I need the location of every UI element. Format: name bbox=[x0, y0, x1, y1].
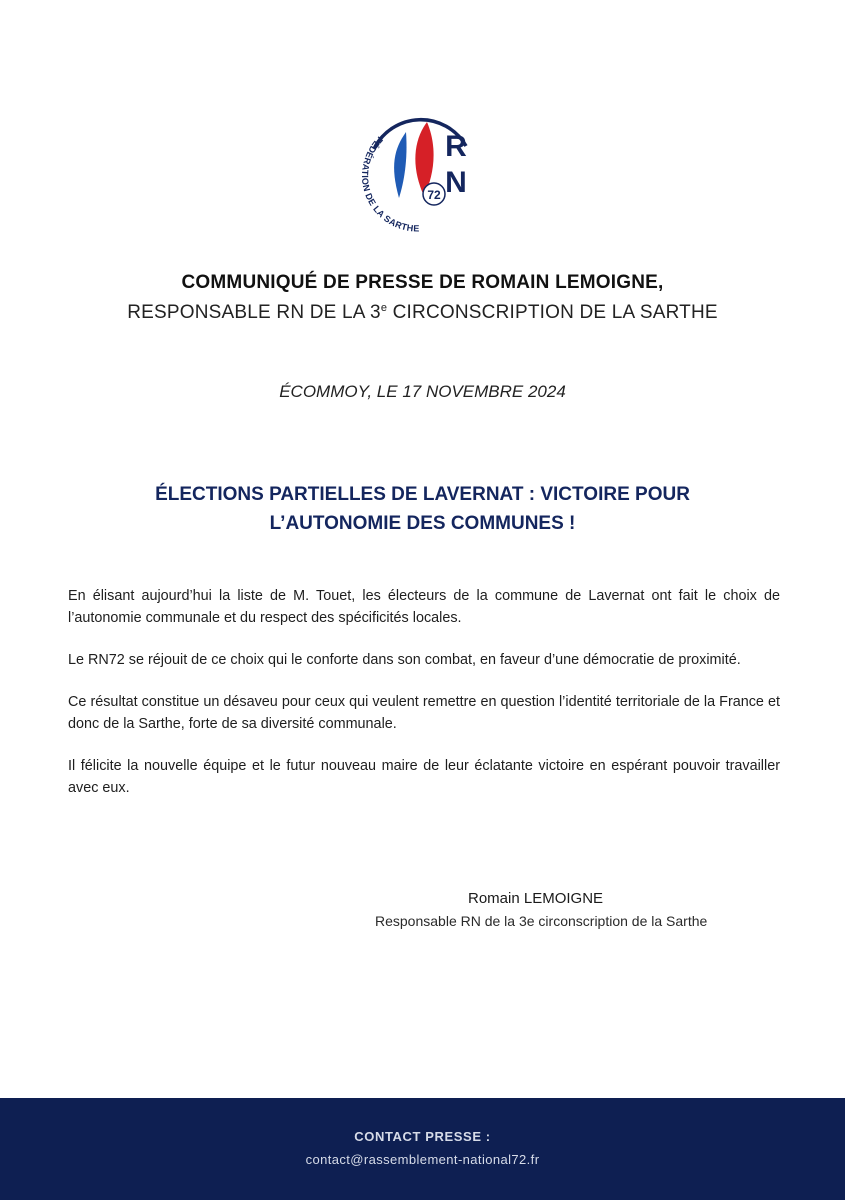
rn72-logo bbox=[352, 104, 480, 232]
body-paragraph-1: En élisant aujourd’hui la liste de M. Touet, les électeurs de la commune de Lavernat ont fait le choix de l’autonomie communale et du respect des spécificités locales. bbox=[68, 588, 780, 626]
signature-block bbox=[375, 890, 775, 929]
headline-line-1: ÉLECTIONS PARTIELLES DE LAVERNAT : VICTOIRE POUR bbox=[155, 484, 690, 505]
headline bbox=[0, 480, 845, 538]
body-paragraph-4: Il félicite la nouvelle équipe et le futur nouveau maire de leur éclatante victoire en espérant pouvoir travailler avec eux. bbox=[68, 758, 780, 796]
press-release-title bbox=[0, 272, 845, 324]
logo-letter-n: N bbox=[445, 166, 467, 199]
logo-arc-text bbox=[360, 135, 420, 232]
footer-contact-email[interactable]: contact@rassemblement-national72.fr bbox=[305, 1152, 540, 1167]
rn72-logo-svg bbox=[352, 104, 480, 232]
date-line: ÉCOMMOY, LE 17 NOVEMBRE 2024 bbox=[279, 382, 566, 401]
body-text bbox=[68, 585, 780, 819]
logo-letter-r: R bbox=[445, 130, 467, 163]
title-line-2-sup: e bbox=[380, 302, 388, 314]
body-paragraph-2: Le RN72 se réjouit de ce choix qui le conforte dans son combat, en faveur d’une démocratie de proximité. bbox=[68, 652, 741, 668]
title-line-2-end: CIRCONSCRIPTION DE LA SARTHE bbox=[387, 302, 718, 323]
signature-role: Responsable RN de la 3e circonscription de la Sarthe bbox=[375, 913, 708, 929]
logo-number: 72 bbox=[427, 188, 441, 202]
title-line-2 bbox=[0, 302, 845, 324]
body-paragraph-3: Ce résultat constitue un désaveu pour ceux qui veulent remettre en question l’identité territoriale de la France et donc de la Sarthe, forte de sa diversité communale. bbox=[68, 694, 780, 732]
footer-contact bbox=[0, 1098, 845, 1200]
title-line-2-start: RESPONSABLE RN DE LA 3 bbox=[127, 302, 381, 323]
headline-line-2: L’AUTONOMIE DES COMMUNES ! bbox=[269, 513, 576, 534]
logo-flame-blue bbox=[394, 132, 406, 198]
footer-contact-label: CONTACT PRESSE : bbox=[354, 1129, 491, 1144]
title-line-1: COMMUNIQUÉ DE PRESSE DE ROMAIN LEMOIGNE, bbox=[181, 272, 664, 293]
logo-arc-textpath: FÉDÉRATION DE LA SARTHE bbox=[359, 134, 420, 232]
signature-name: Romain LEMOIGNE bbox=[468, 890, 604, 907]
